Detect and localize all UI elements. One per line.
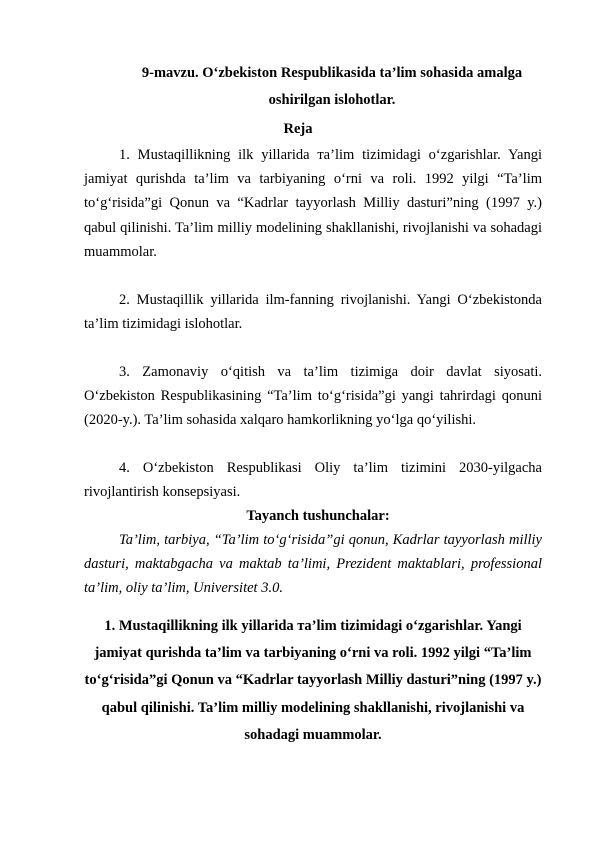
section-heading: 1. Mustaqillikning ilk yillarida тa’lim tizimidagi o‘zgarishlar. Yangi jamiyat qurishda ta’lim va tarbiyaning o‘rni va roli. 1992 yilgi “Ta’lim to‘g‘risida”gi Qonun va “Kadrlar tayyorlash Milliy dasturi”ning (1997 y.) qabul qilinishi. Ta’lim milliy modelining shakllanishi, rivojlanishi va sohadagi muammolar. xyxy=(84,618,542,743)
key-concepts-text: Ta’lim, tarbiya, “Ta’lim to‘g‘risida”gi qonun, Kadrlar tayyorlash milliy dasturi, maktabgacha va maktab ta’limi, Prezident maktablari, professional ta’lim, oliy ta’lim, Universitet 3.0. xyxy=(84,532,542,597)
plan-heading: Reja xyxy=(283,121,313,137)
plan-item-2: 2. Mustaqillik yillarida ilm-fanning rivojlanishi. Yangi O‘zbekistonda ta’lim tizimidagi islohotlar. xyxy=(84,292,542,333)
plan-item-1: 1. Mustaqillikning ilk yillarida тa’lim tizimidagi o‘zgarishlar. Yangi jamiyat qurishda ta’lim va tarbiyaning o‘rni va roli. 1992 yilgi “Ta’lim to‘g‘risida”gi Qonun va “Kadrlar tayyorlash Milliy dasturi”ning (1997 y.) qabul qilinishi. Ta’lim milliy modelining shakllanishi, rivojlanishi va sohadagi muammolar. xyxy=(84,147,542,260)
plan-item-3: 3. Zamonaviy o‘qitish va ta’lim tizimiga doir davlat siyosati. O‘zbekiston Respublikasining “Ta’lim to‘g‘risida”gi yangi tahrirdagi qonuni (2020-y.). Ta’lim sohasida xalqaro hamkorlikning yo‘lga qo‘yilishi. xyxy=(84,364,542,429)
plan-item-4: 4. O‘zbekiston Respublikasi Oliy ta’lim tizimini 2030-yilgacha rivojlantirish konsepsiyasi. xyxy=(84,460,542,501)
topic-title: 9-mavzu. O‘zbekiston Respublikasida ta’lim sohasida amalga oshirilgan islohotlar. xyxy=(141,65,523,108)
key-concepts-heading: Tayanch tushunchalar: xyxy=(246,508,390,524)
